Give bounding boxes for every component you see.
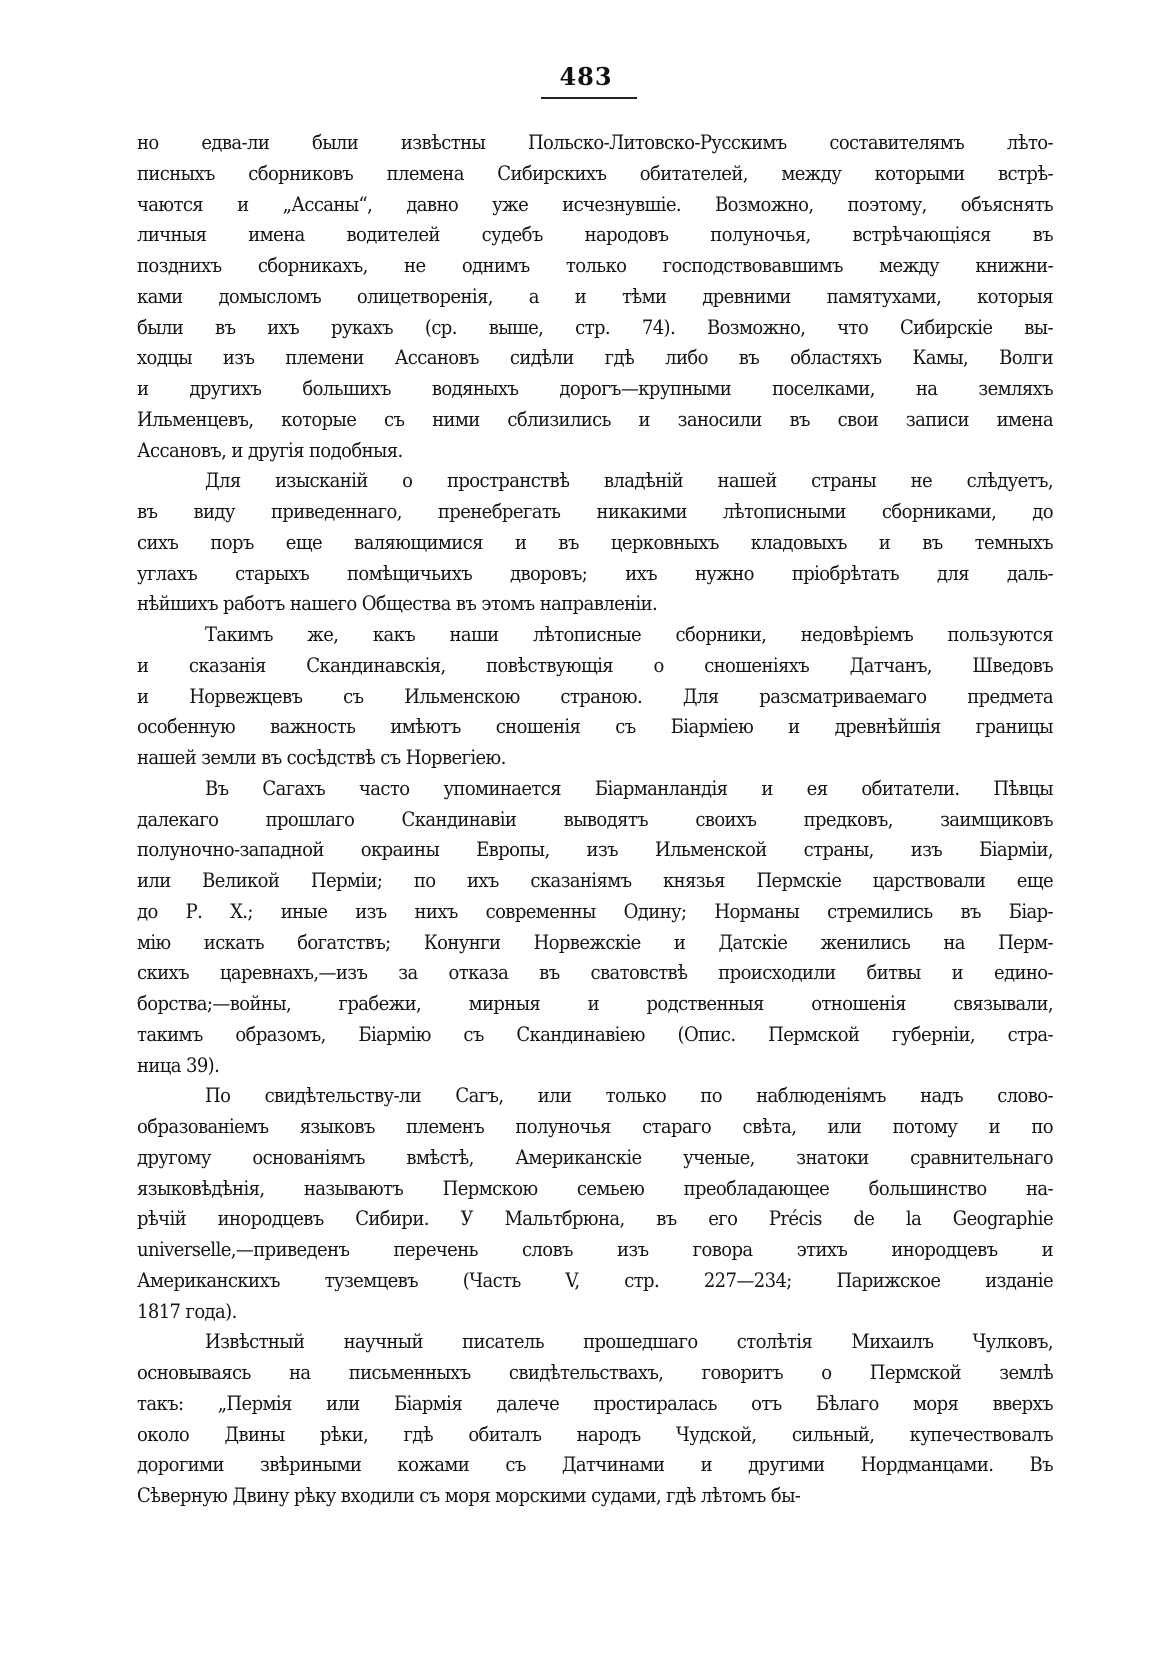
text-line: около Двины рѣки, гдѣ обиталъ народъ Чудской, сильный, купечествовалъ [137, 1421, 1053, 1446]
text-line: далекаго прошлаго Скандинавіи выводятъ своихъ предковъ, заимщиковъ [137, 806, 1053, 831]
text-line: скихъ царевнахъ,—изъ за отказа въ сватовствѣ происходили битвы и едино- [137, 960, 1053, 985]
text-line: основываясь на письменныхъ свидѣтельствахъ, говоритъ о Пермской землѣ [137, 1360, 1053, 1384]
page-number-rule [541, 97, 637, 99]
text-line: такимъ образомъ, Біармію съ Скандинавіею (Опис. Пермской губерніи, стра- [137, 1021, 1053, 1046]
text-line: Для изысканій о пространствѣ владѣній нашей страны не слѣдуетъ, [205, 468, 1053, 493]
text-line: и Норвежцевъ съ Ильменскою страною. Для разсматриваемаго предмета [137, 683, 1053, 708]
text-line: universelle,—приведенъ перечень словъ изъ говора этихъ инородцевъ и [137, 1237, 1053, 1261]
body-text [137, 127, 1053, 1511]
text-line: ница 39). [137, 1052, 220, 1077]
text-line: борства;—войны, грабежи, мирныя и родственныя отношенія связывали, [137, 991, 1053, 1015]
text-line: Извѣстный научный писатель прошедшаго столѣтія Михаилъ Чулковъ, [205, 1329, 1053, 1354]
text-line: языковѣдѣнія, называютъ Пермскою семьею преобладающее большинство на- [137, 1175, 1053, 1200]
text-line: но едва-ли были извѣстны Польско-Литовско-Русскимъ составителямъ лѣто- [137, 130, 1053, 154]
paragraph [137, 619, 1053, 773]
text-line: По свидѣтельству-ли Сагъ, или только по наблюденіямъ надъ слово- [205, 1083, 1053, 1108]
text-line: и другихъ большихъ водяныхъ дорогъ—крупными поселками, на земляхъ [137, 376, 1053, 400]
text-line: были въ ихъ рукахъ (ср. выше, стр. 74). Возможно, что Сибирскіе вы- [137, 314, 1053, 339]
text-line: до Р. Х.; иные изъ нихъ современны Одину; Норманы стремились въ Біар- [137, 898, 1053, 923]
text-line: ками домысломъ олицетворенія, а и тѣми древними памятухами, которыя [137, 283, 1053, 308]
text-line: особенную важность имѣютъ сношенія съ Біарміею и древнѣйшія границы [137, 714, 1053, 739]
text-line: образованіемъ языковъ племенъ полуночья стараго свѣта, или потому и по [137, 1114, 1053, 1138]
text-line: Ильменцевъ, которые съ ними сблизились и заносили въ свои записи имена [137, 406, 1053, 431]
paragraph [137, 1080, 1053, 1326]
paragraph [137, 465, 1053, 619]
page-number: 483 [559, 62, 613, 91]
text-line: чаются и „Ассаны“, давно уже исчезнувшіе. Возможно, поэтому, объяснять [137, 191, 1053, 216]
text-line: Американскихъ туземцевъ (Часть V, стр. 227—234; Парижское изданіе [137, 1267, 1053, 1292]
text-line: нѣйшихъ работъ нашего Общества въ этомъ направленіи. [137, 591, 658, 616]
text-line: или Великой Перміи; по ихъ сказаніямъ князья Пермскіе царствовали еще [137, 868, 1053, 892]
paragraph [137, 127, 1053, 465]
text-line: Въ Сагахъ часто упоминается Біарманландія и ея обитатели. Пѣвцы [205, 775, 1053, 800]
text-line: Сѣверную Двину рѣку входили съ моря морскими судами, гдѣ лѣтомъ бы- [137, 1483, 801, 1507]
text-line: мію искать богатствъ; Конунги Норвежскіе и Датскіе женились на Перм- [137, 929, 1053, 954]
text-line: рѣчій инородцевъ Сибири. У Мальтбрюна, въ его Précis de la Geographie [137, 1206, 1053, 1231]
text-line: писныхъ сборниковъ племена Сибирскихъ обитателей, между которыми встрѣ- [137, 160, 1053, 185]
text-line: 1817 года). [137, 1298, 237, 1323]
text-line: нашей земли въ сосѣдствѣ съ Норвегіею. [137, 745, 506, 769]
text-line: ходцы изъ племени Ассановъ сидѣли гдѣ либо въ областяхъ Камы, Волги [137, 345, 1053, 370]
text-line: полуночно-западной окраины Европы, изъ Ильменской страны, изъ Біарміи, [137, 837, 1053, 862]
text-line: дорогими звѣриными кожами съ Датчинами и другими Нордманцами. Въ [137, 1452, 1053, 1477]
paragraph [137, 773, 1053, 1081]
text-line: позднихъ сборникахъ, не однимъ только господствовавшимъ между книжни- [137, 253, 1053, 277]
text-line: другому основаніямъ вмѣстѣ, Американскіе ученые, знатоки сравнительнаго [137, 1144, 1053, 1169]
text-line: въ виду приведеннаго, пренебрегать никакими лѣтописными сборниками, до [137, 499, 1053, 523]
paragraph [137, 1326, 1053, 1511]
text-line: Ассановъ, и другія подобныя. [137, 437, 403, 462]
text-line: личныя имена водителей судебъ народовъ полуночья, встрѣчающіяся въ [137, 222, 1053, 247]
text-line: углахъ старыхъ помѣщичьихъ дворовъ; ихъ нужно пріобрѣтать для даль- [137, 560, 1053, 585]
text-line: сихъ поръ еще валяющимися и въ церковныхъ кладовыхъ и въ темныхъ [137, 529, 1053, 554]
text-line: такъ: „Пермія или Біармія далече простиралась отъ Бѣлаго моря вверхъ [137, 1390, 1053, 1415]
text-line: Такимъ же, какъ наши лѣтописные сборники, недовѣріемъ пользуются [205, 622, 1053, 646]
text-line: и сказанія Скандинавскія, повѣствующія о сношеніяхъ Датчанъ, Шведовъ [137, 652, 1053, 677]
